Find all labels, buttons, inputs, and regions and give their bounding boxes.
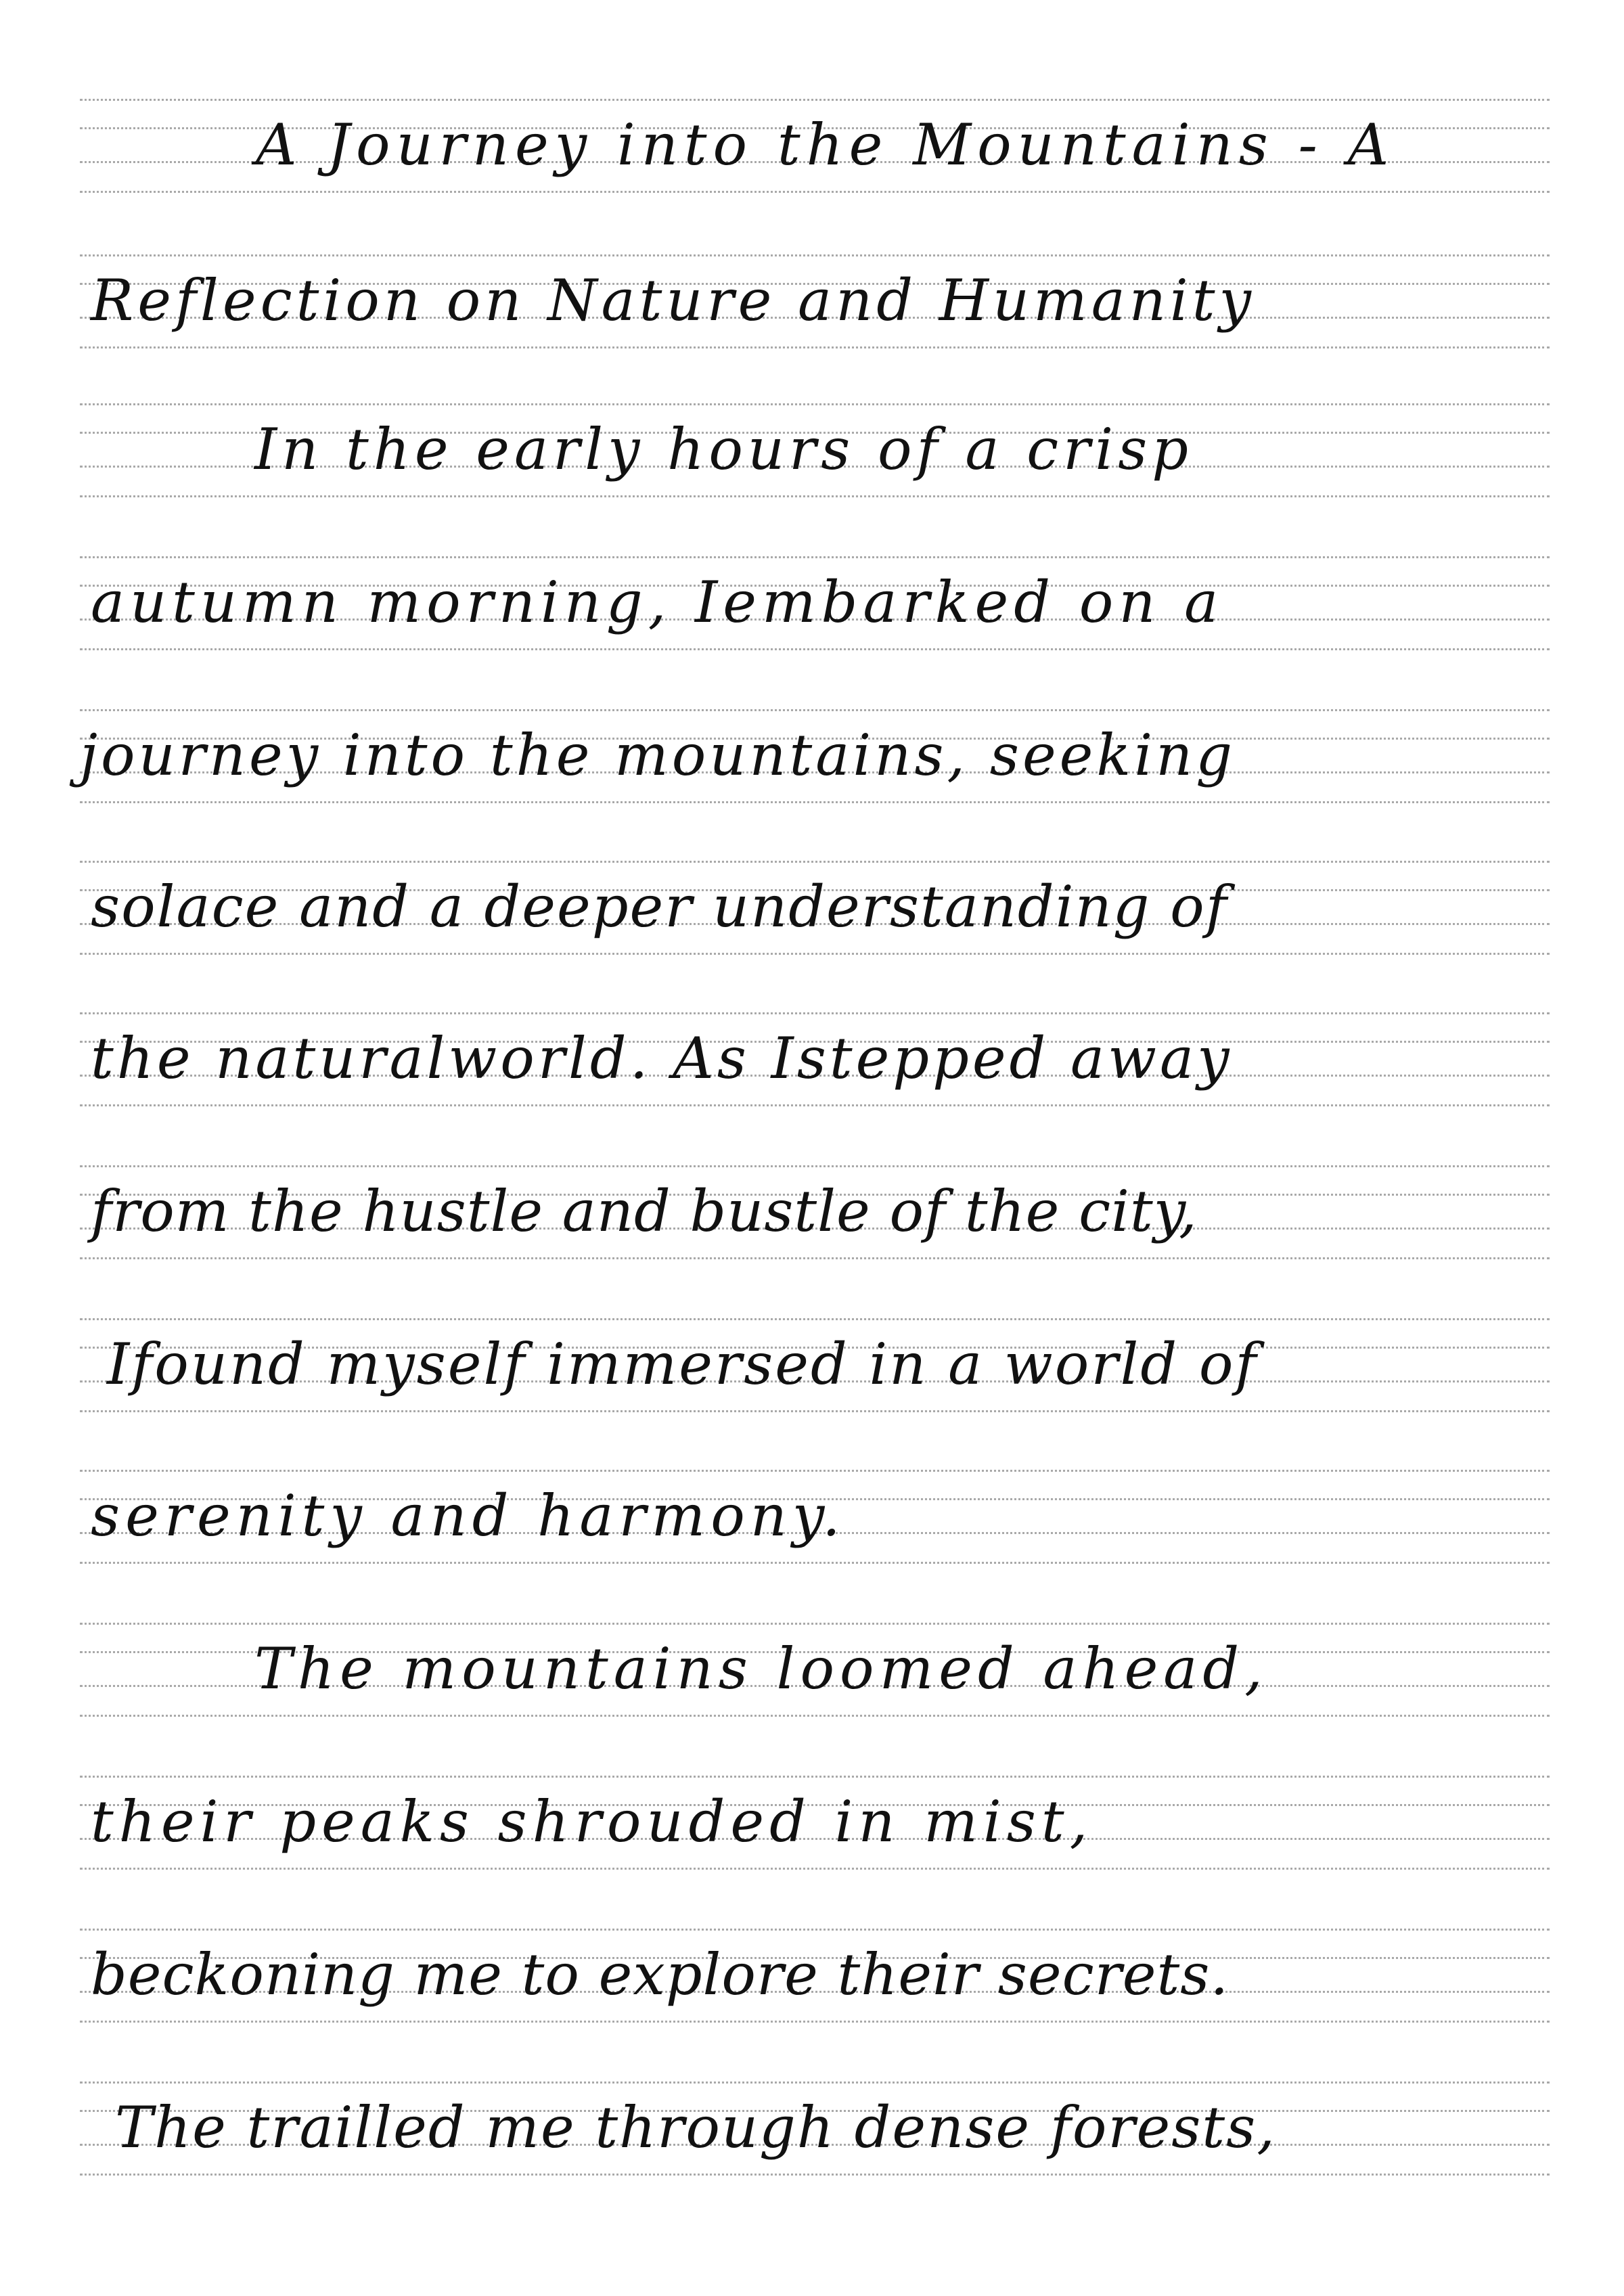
ruled-line-1 [80, 99, 1550, 200]
ruled-line-13 [80, 1929, 1550, 2030]
paragraph-line: journey into the mountains, seeking [80, 722, 1236, 788]
ruled-line-14 [80, 2081, 1550, 2183]
ruled-line-12 [80, 1776, 1550, 1877]
ruled-line-10 [80, 1470, 1550, 1571]
paragraph-line: autumn morning, Iembarked on a [91, 569, 1224, 635]
ruled-line-7 [80, 1012, 1550, 1114]
paragraph-line: In the early hours of a crisp [254, 416, 1194, 482]
title-line-1: A Journey into the Mountains - A [256, 112, 1395, 178]
ruled-line-3 [80, 403, 1550, 505]
ruled-line-11 [80, 1623, 1550, 1724]
ruled-line-6 [80, 861, 1550, 962]
paragraph-line: from the hustle and bustle of the city, [91, 1178, 1198, 1244]
paragraph-line: their peaks shrouded in mist, [91, 1788, 1093, 1855]
paragraph-line: The trailled me through dense forests, [115, 2094, 1276, 2161]
ruled-line-2 [80, 254, 1550, 356]
ruled-line-4 [80, 556, 1550, 658]
title-line-2: Reflection on Nature and Humanity [91, 267, 1255, 334]
paragraph-line: solace and a deeper understanding of [91, 874, 1228, 940]
ruled-line-9 [80, 1318, 1550, 1420]
ruled-line-5 [80, 709, 1550, 811]
paragraph-line: beckoning me to explore their secrets. [91, 1941, 1230, 2008]
paragraph-line: Ifound myself immersed in a world of [107, 1331, 1259, 1397]
paragraph-line: The mountains loomed ahead, [254, 1636, 1268, 1702]
paragraph-line: serenity and harmony. [91, 1483, 846, 1549]
paragraph-line: the naturalworld. As Istepped away [91, 1025, 1233, 1091]
ruled-line-8 [80, 1165, 1550, 1267]
